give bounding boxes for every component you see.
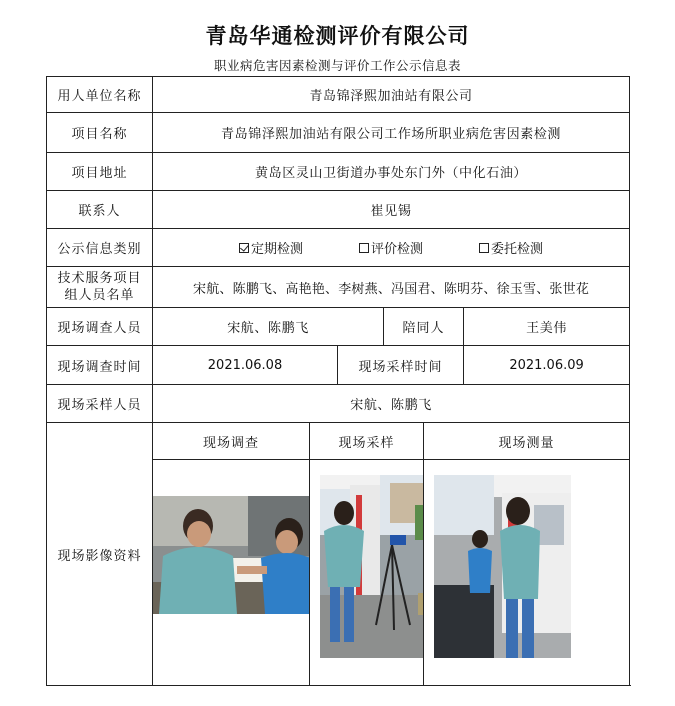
- row-media-header: [47, 423, 630, 460]
- team-value: 宋航、陈鹏飞、高艳艳、李树燕、冯国君、陈明芬、徐玉雪、张世花: [153, 267, 630, 308]
- row-address: [47, 153, 630, 191]
- option-commissioned-label: 委托检测: [491, 242, 544, 257]
- photo-survey-icon: [153, 496, 310, 614]
- survey-time-value: 2021.06.08: [153, 346, 338, 385]
- category-label: 公示信息类别: [47, 229, 153, 267]
- row-employer: [47, 77, 630, 113]
- photo-survey[interactable]: [153, 496, 310, 614]
- team-label-line1: 技术服务项目: [57, 271, 142, 286]
- option-periodic-label: 定期检测: [251, 242, 304, 257]
- companion-value: 王美伟: [464, 308, 630, 346]
- media-col-survey: 现场调查: [153, 423, 310, 460]
- category-options: [153, 229, 630, 267]
- checkbox-empty-icon[interactable]: [359, 243, 369, 253]
- photo-sampling-cell: [310, 460, 424, 686]
- photo-sampling[interactable]: [320, 475, 424, 658]
- photo-measure-icon: [434, 475, 571, 658]
- team-label: [47, 267, 153, 308]
- employer-value: 青岛锦泽熙加油站有限公司: [153, 77, 630, 113]
- row-times: [47, 346, 630, 385]
- sampling-staff-label: 现场采样人员: [47, 385, 153, 423]
- media-label: 现场影像资料: [47, 423, 153, 686]
- media-col-sampling: 现场采样: [310, 423, 424, 460]
- page-subtitle: 职业病危害因素检测与评价工作公示信息表: [213, 58, 461, 73]
- option-evaluation[interactable]: [359, 238, 423, 257]
- option-evaluation-label: 评价检测: [371, 242, 424, 257]
- project-value: 青岛锦泽熙加油站有限公司工作场所职业病危害因素检测: [153, 113, 630, 153]
- option-commissioned[interactable]: [479, 238, 543, 257]
- photo-sampling-icon: [320, 475, 424, 658]
- info-table: [46, 76, 630, 686]
- checkbox-empty-icon[interactable]: [479, 243, 489, 253]
- team-label-line2: 组人员名单: [64, 288, 135, 303]
- option-periodic[interactable]: [239, 238, 303, 257]
- project-label: 项目名称: [47, 113, 153, 153]
- row-contact: [47, 191, 630, 229]
- employer-label: 用人单位名称: [47, 77, 153, 113]
- checkbox-checked-icon[interactable]: [239, 243, 249, 253]
- survey-staff-value: 宋航、陈鹏飞: [153, 308, 384, 346]
- media-col-measure: 现场测量: [424, 423, 630, 460]
- contact-value: 崔见锡: [153, 191, 630, 229]
- sampling-time-label: 现场采样时间: [338, 346, 464, 385]
- address-label: 项目地址: [47, 153, 153, 191]
- sampling-time-value: 2021.06.09: [464, 346, 630, 385]
- survey-time-label: 现场调查时间: [47, 346, 153, 385]
- photo-measure-cell: [424, 460, 630, 686]
- row-survey-staff: [47, 308, 630, 346]
- row-category: [47, 229, 630, 267]
- photo-measure[interactable]: [434, 475, 571, 658]
- page-title: 青岛华通检测评价有限公司: [205, 24, 470, 48]
- row-team: [47, 267, 630, 308]
- photo-survey-cell: [153, 460, 310, 686]
- address-value: 黄岛区灵山卫街道办事处东门外（中化石油）: [153, 153, 630, 191]
- row-sampling-staff: [47, 385, 630, 423]
- companion-label: 陪同人: [384, 308, 464, 346]
- row-project: [47, 113, 630, 153]
- contact-label: 联系人: [47, 191, 153, 229]
- sampling-staff-value: 宋航、陈鹏飞: [153, 385, 630, 423]
- survey-staff-label: 现场调查人员: [47, 308, 153, 346]
